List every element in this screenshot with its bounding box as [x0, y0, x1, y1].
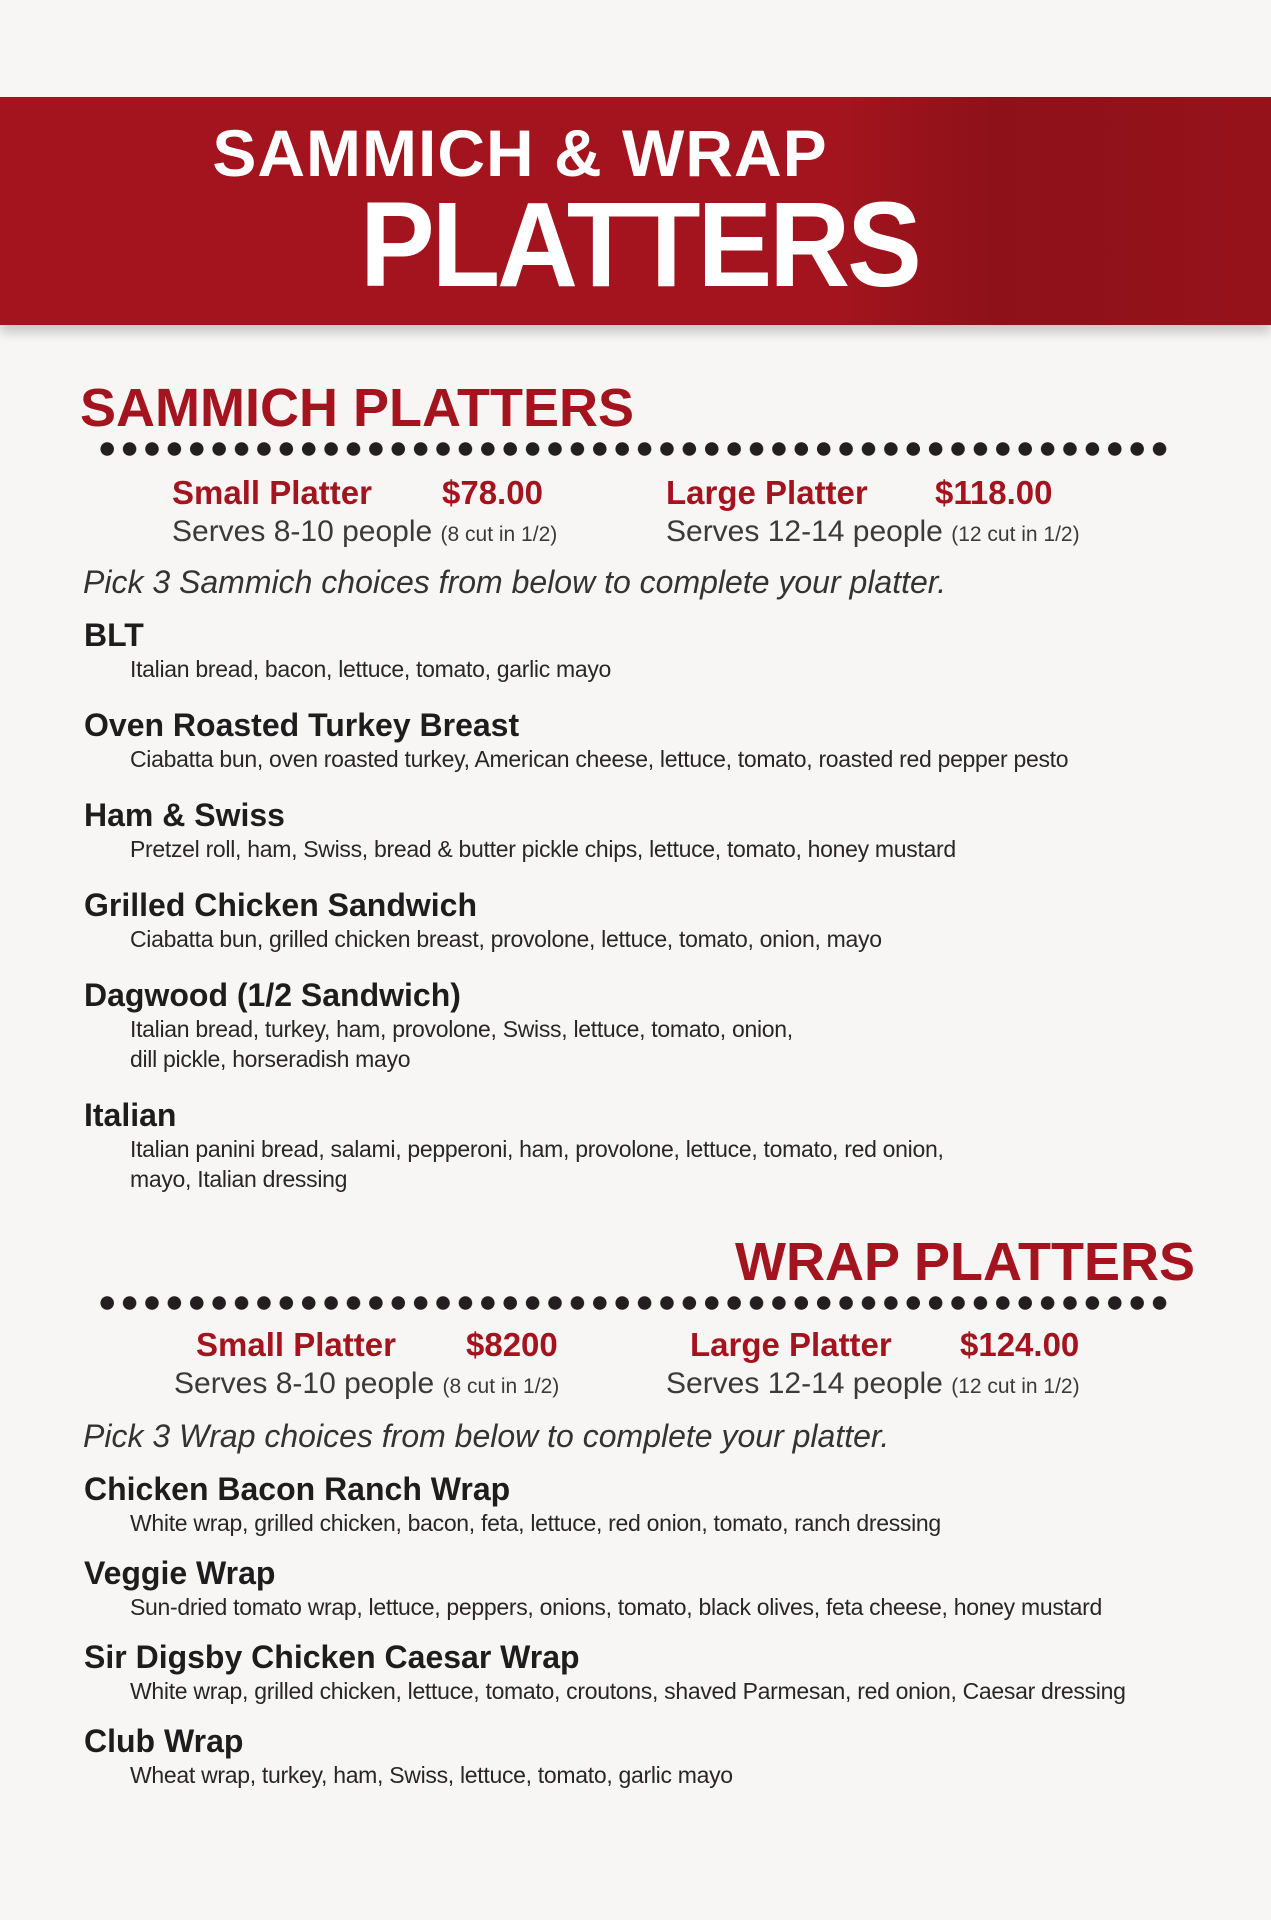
menu-item-dagwood [84, 976, 1184, 1074]
wrap-section-title: WRAP PLATTERS [735, 1232, 1196, 1292]
banner-title: PLATTERS [360, 176, 919, 312]
menu-item-chicken-bacon-ranch-wrap [84, 1470, 1184, 1538]
serves-text: Serves 12-14 people [666, 515, 943, 548]
item-description-line-1: Italian bread, turkey, ham, provolone, Swiss, lettuce, tomato, onion, [130, 1016, 793, 1042]
item-description: Ciabatta bun, grilled chicken breast, provolone, lettuce, tomato, onion, mayo [130, 926, 882, 952]
sammich-small-platter-serves [172, 514, 557, 553]
menu-item-club-wrap [84, 1722, 1184, 1790]
sammich-small-platter-price: $78.00 [442, 474, 543, 511]
item-name: Club Wrap [84, 1723, 244, 1759]
item-description: White wrap, grilled chicken, lettuce, tomato, croutons, shaved Parmesan, red onion, Caesar dressing [130, 1678, 1126, 1704]
item-name: Grilled Chicken Sandwich [84, 887, 477, 923]
cut-note: (12 cut in 1/2) [951, 523, 1080, 546]
wrap-large-platter-name: Large Platter [690, 1326, 892, 1363]
wrap-large-platter-price: $124.00 [960, 1326, 1080, 1363]
dotted-divider [96, 441, 1171, 457]
serves-text: Serves 12-14 people [666, 1367, 943, 1400]
banner-subtitle: SAMMICH & WRAP [212, 116, 828, 190]
item-description: Italian bread, bacon, lettuce, tomato, garlic mayo [130, 656, 612, 682]
serves-text: Serves 8-10 people [174, 1367, 435, 1400]
item-description-line-2: mayo, Italian dressing [130, 1166, 348, 1192]
item-description: White wrap, grilled chicken, bacon, feta, lettuce, red onion, tomato, ranch dressing [130, 1510, 941, 1536]
menu-item-caesar-wrap [84, 1638, 1184, 1706]
item-name: Dagwood (1/2 Sandwich) [84, 977, 461, 1013]
wrap-instruction: Pick 3 Wrap choices from below to complete your platter. [83, 1418, 890, 1454]
item-name: Veggie Wrap [84, 1555, 276, 1591]
cut-note: (8 cut in 1/2) [440, 523, 558, 546]
sammich-large-platter-price: $118.00 [935, 474, 1053, 511]
wrap-small-platter-price: $8200 [466, 1326, 558, 1363]
item-description: Ciabatta bun, oven roasted turkey, American cheese, lettuce, tomato, roasted red pepper pesto [130, 746, 1069, 772]
sammich-section-title: SAMMICH PLATTERS [80, 378, 634, 438]
item-name: Oven Roasted Turkey Breast [84, 707, 520, 743]
sammich-instruction: Pick 3 Sammich choices from below to complete your platter. [83, 564, 947, 600]
serves-text: Serves 8-10 people [172, 515, 433, 548]
menu-item-grilled-chicken [84, 886, 1184, 954]
wrap-small-platter-serves [174, 1366, 559, 1405]
cut-note: (12 cut in 1/2) [951, 1375, 1080, 1398]
wrap-small-platter-name: Small Platter [196, 1326, 396, 1363]
item-description: Sun-dried tomato wrap, lettuce, peppers, onions, tomato, black olives, feta cheese, honey mustard [130, 1594, 1102, 1620]
item-description-line-2: dill pickle, horseradish mayo [130, 1046, 411, 1072]
item-name: Chicken Bacon Ranch Wrap [84, 1471, 511, 1507]
item-name: BLT [84, 617, 144, 653]
menu-item-veggie-wrap [84, 1554, 1184, 1622]
sammich-large-platter-serves [666, 514, 1080, 553]
item-description: Wheat wrap, turkey, ham, Swiss, lettuce, tomato, garlic mayo [130, 1762, 733, 1788]
cut-note: (8 cut in 1/2) [442, 1375, 560, 1398]
sammich-small-platter-name: Small Platter [172, 474, 372, 511]
dotted-divider [96, 1295, 1171, 1311]
menu-item-ham-swiss [84, 796, 1184, 864]
item-description-line-1: Italian panini bread, salami, pepperoni, ham, provolone, lettuce, tomato, red onion, [130, 1136, 944, 1162]
item-name: Italian [84, 1097, 177, 1133]
item-name: Sir Digsby Chicken Caesar Wrap [84, 1639, 580, 1675]
sammich-large-platter-name: Large Platter [666, 474, 868, 511]
menu-item-italian [84, 1096, 1184, 1194]
menu-item-blt [84, 616, 1184, 684]
item-name: Ham & Swiss [84, 797, 285, 833]
menu-item-oven-roasted-turkey [84, 706, 1184, 774]
item-description: Pretzel roll, ham, Swiss, bread & butter pickle chips, lettuce, tomato, honey mustard [130, 836, 956, 862]
wrap-large-platter-serves [666, 1366, 1080, 1405]
